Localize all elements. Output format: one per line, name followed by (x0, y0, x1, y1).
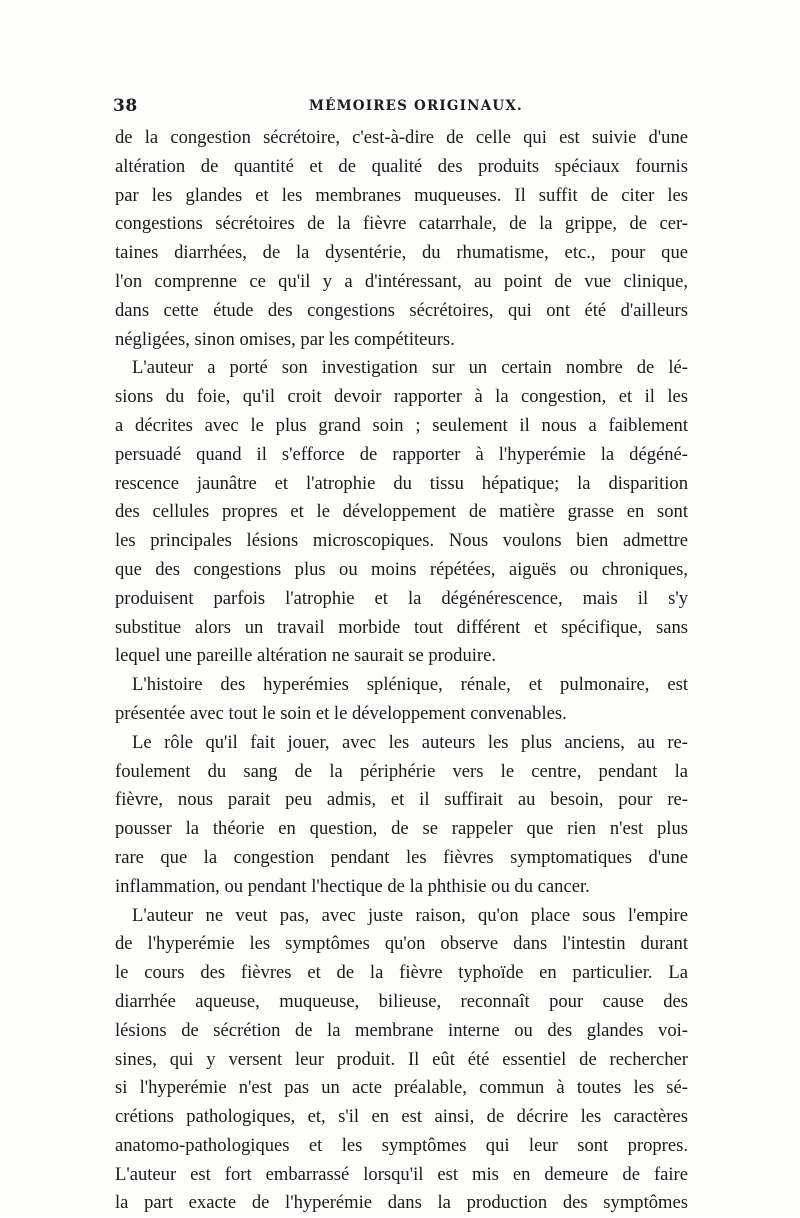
text-line: le cours des fièvres et de la fièvre typhoïde en particulier. La (115, 962, 688, 984)
text-line: produisent parfois l'atrophie et la dégénérescence, mais il s'y (115, 587, 688, 609)
text-line: lésions de sécrétion de la membrane interne ou des glandes voi- (115, 1019, 688, 1041)
text-line: persuadé quand il s'efforce de rapporter à l'hyperémie la dégéné- (115, 443, 688, 465)
text-line: négligées, sinon omises, par les compétiteurs. (115, 328, 455, 350)
text-line: fièvre, nous parait peu admis, et il suffirait au besoin, pour re- (115, 789, 688, 811)
running-title: MÉMOIRES ORIGINAUX. (309, 98, 523, 114)
text-line: inflammation, ou pendant l'hectique de la phthisie ou du cancer. (115, 875, 590, 897)
text-line: anatomo-pathologiques et les symptômes qui leur sont propres. (115, 1134, 688, 1156)
text-line: présentée avec tout le soin et le développement convenables. (115, 702, 567, 724)
text-line: crétions pathologiques, et, s'il en est ainsi, de décrire les caractères (115, 1106, 688, 1128)
text-line: L'histoire des hyperémies splénique, rénale, et pulmonaire, est (132, 674, 688, 696)
text-line: substitue alors un travail morbide tout différent et spécifique, sans (115, 616, 688, 638)
text-line: diarrhée aqueuse, muqueuse, bilieuse, reconnaît pour cause des (115, 990, 688, 1012)
text-line: rare que la congestion pendant les fièvres symptomatiques d'une (115, 846, 688, 868)
text-line: a décrites avec le plus grand soin ; seulement il nous a faiblement (115, 414, 688, 436)
text-line: pousser la théorie en question, de se rappeler que rien n'est plus (115, 818, 688, 840)
text-line: de la congestion sécrétoire, c'est-à-dire de celle qui est suivie d'une (115, 127, 688, 148)
text-line: que des congestions plus ou moins répétées, aiguës ou chroniques, (115, 558, 688, 580)
text-line: l'on comprenne ce qu'il y a d'intéressant, au point de vue clinique, (115, 270, 688, 292)
text-line: les principales lésions microscopiques. Nous voulons bien admettre (115, 530, 688, 552)
text-line: des cellules propres et le développement de matière grasse en sont (115, 501, 688, 523)
text-line: foulement du sang de la périphérie vers le centre, pendant la (115, 760, 688, 782)
text-line: rescence jaunâtre et l'atrophie du tissu hépatique; la disparition (115, 472, 688, 494)
text-line: altération de quantité et de qualité des produits spéciaux fournis (115, 155, 688, 177)
text-line: congestions sécrétoires de la fièvre catarrhale, de la grippe, de cer- (115, 213, 688, 235)
text-line: dans cette étude des congestions sécrétoires, qui ont été d'ailleurs (115, 299, 688, 321)
text-line: L'auteur a porté son investigation sur un certain nombre de lé- (132, 357, 688, 379)
text-line: la part exacte de l'hyperémie dans la production des symptômes (115, 1192, 688, 1214)
text-line: sions du foie, qu'il croit devoir rapporter à la congestion, et il les (115, 386, 688, 408)
text-line: Le rôle qu'il fait jouer, avec les auteurs les plus anciens, au re- (132, 731, 688, 753)
running-head (113, 96, 688, 126)
text-line: par les glandes et les membranes muqueuses. Il suffit de citer les (115, 184, 688, 206)
text-line: L'auteur est fort embarrassé lorsqu'il est mis en demeure de faire (115, 1163, 688, 1185)
body-text (115, 124, 688, 1218)
text-line: lequel une pareille altération ne saurait se produire. (115, 645, 497, 667)
text-line: si l'hyperémie n'est pas un acte préalable, commun à toutes les sé- (115, 1077, 688, 1099)
page-number: 38 (113, 96, 138, 116)
text-line: taines diarrhées, de la dysentérie, du rhumatisme, etc., pour que (115, 242, 688, 264)
text-line: L'auteur ne veut pas, avec juste raison, qu'on place sous l'empire (132, 904, 688, 926)
text-line: de l'hyperémie les symptômes qu'on observe dans l'intestin durant (115, 933, 688, 955)
text-line: sines, qui y versent leur produit. Il eût été essentiel de rechercher (115, 1048, 688, 1070)
